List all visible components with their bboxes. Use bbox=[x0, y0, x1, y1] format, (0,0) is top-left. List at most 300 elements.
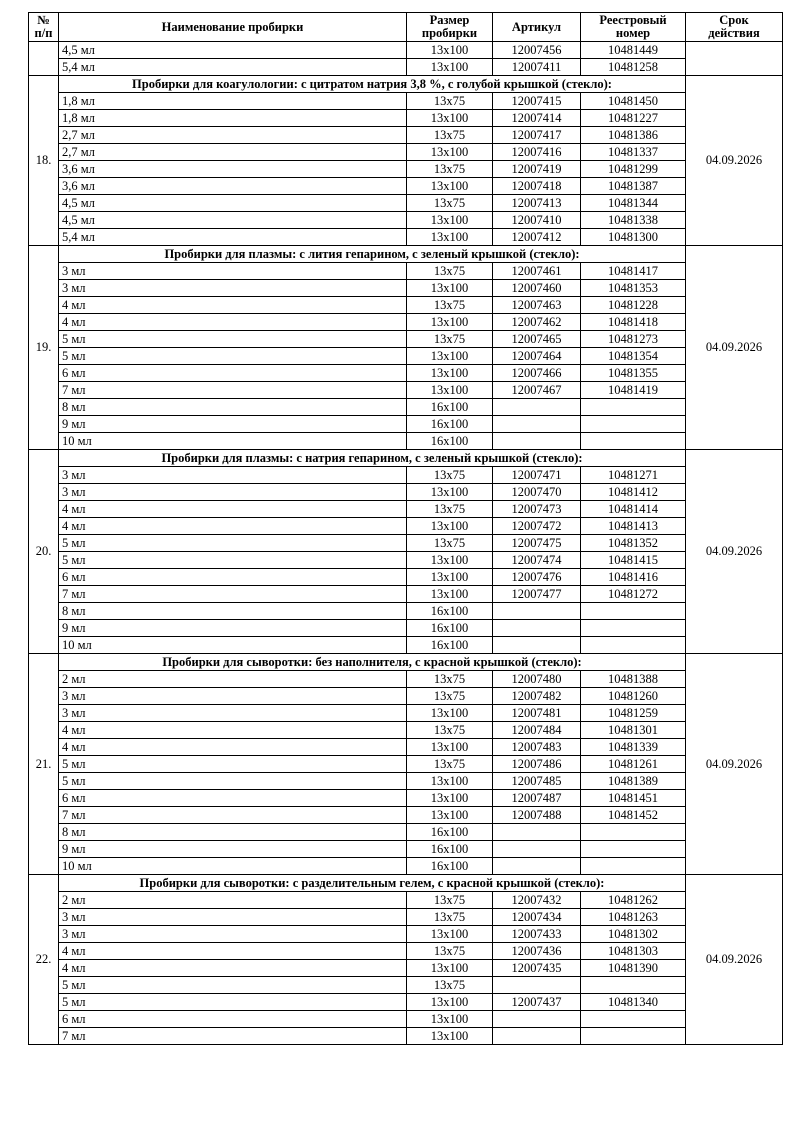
row-name-cell: 3,6 мл bbox=[59, 178, 407, 195]
row-name-cell: 9 мл bbox=[59, 841, 407, 858]
row-article-cell: 12007412 bbox=[493, 229, 581, 246]
row-article-cell bbox=[493, 399, 581, 416]
column-header-registry bbox=[581, 13, 686, 42]
row-article-cell: 12007463 bbox=[493, 297, 581, 314]
row-size-cell: 13x75 bbox=[407, 161, 493, 178]
table-row bbox=[29, 365, 783, 382]
row-name-cell: 1,8 мл bbox=[59, 93, 407, 110]
row-name-cell: 4 мл bbox=[59, 722, 407, 739]
row-article-cell bbox=[493, 416, 581, 433]
row-size-cell: 13x75 bbox=[407, 297, 493, 314]
row-size-cell: 13x75 bbox=[407, 671, 493, 688]
column-header-term-line1: Срок bbox=[719, 13, 749, 27]
row-registry-cell: 10481263 bbox=[581, 909, 686, 926]
row-size-cell: 13x100 bbox=[407, 212, 493, 229]
row-registry-cell: 10481299 bbox=[581, 161, 686, 178]
row-article-cell: 12007465 bbox=[493, 331, 581, 348]
row-article-cell: 12007474 bbox=[493, 552, 581, 569]
row-size-cell: 13x100 bbox=[407, 484, 493, 501]
row-article-cell: 12007485 bbox=[493, 773, 581, 790]
row-name-cell: 2 мл bbox=[59, 892, 407, 909]
row-name-cell: 5 мл bbox=[59, 552, 407, 569]
group-header-row bbox=[29, 875, 783, 892]
row-size-cell: 13x75 bbox=[407, 688, 493, 705]
row-article-cell: 12007480 bbox=[493, 671, 581, 688]
row-size-cell: 13x100 bbox=[407, 773, 493, 790]
row-registry-cell bbox=[581, 1011, 686, 1028]
row-article-cell: 12007460 bbox=[493, 280, 581, 297]
row-size-cell: 16x100 bbox=[407, 399, 493, 416]
table-row bbox=[29, 144, 783, 161]
table-row bbox=[29, 195, 783, 212]
table-row bbox=[29, 705, 783, 722]
row-size-cell: 13x100 bbox=[407, 807, 493, 824]
row-name-cell: 5,4 мл bbox=[59, 59, 407, 76]
row-article-cell bbox=[493, 620, 581, 637]
row-name-cell: 8 мл bbox=[59, 399, 407, 416]
group-header-row bbox=[29, 450, 783, 467]
row-term-cell bbox=[686, 42, 783, 76]
table-row bbox=[29, 110, 783, 127]
row-registry-cell: 10481300 bbox=[581, 229, 686, 246]
row-article-cell: 12007470 bbox=[493, 484, 581, 501]
row-article-cell: 12007466 bbox=[493, 365, 581, 382]
row-article-cell: 12007411 bbox=[493, 59, 581, 76]
group-term-cell: 04.09.2026 bbox=[686, 654, 783, 875]
row-name-cell: 4 мл bbox=[59, 314, 407, 331]
row-registry-cell: 10481390 bbox=[581, 960, 686, 977]
row-registry-cell bbox=[581, 433, 686, 450]
row-name-cell: 4,5 мл bbox=[59, 42, 407, 59]
table-row bbox=[29, 569, 783, 586]
table-row bbox=[29, 467, 783, 484]
row-size-cell: 13x100 bbox=[407, 59, 493, 76]
column-header-registry-line1: Реестровый bbox=[599, 13, 667, 27]
row-article-cell: 12007434 bbox=[493, 909, 581, 926]
group-title-cell: Пробирки для плазмы: с лития гепарином, с зеленый крышкой (стекло): bbox=[59, 246, 686, 263]
table-row bbox=[29, 93, 783, 110]
table-row bbox=[29, 484, 783, 501]
row-article-cell: 12007486 bbox=[493, 756, 581, 773]
table-row bbox=[29, 841, 783, 858]
row-name-cell: 4 мл bbox=[59, 943, 407, 960]
row-size-cell: 13x100 bbox=[407, 1011, 493, 1028]
row-article-cell: 12007473 bbox=[493, 501, 581, 518]
row-size-cell: 13x75 bbox=[407, 195, 493, 212]
table-row bbox=[29, 909, 783, 926]
row-size-cell: 13x100 bbox=[407, 586, 493, 603]
row-name-cell: 6 мл bbox=[59, 790, 407, 807]
row-name-cell: 7 мл bbox=[59, 807, 407, 824]
row-article-cell bbox=[493, 1028, 581, 1045]
row-article-cell: 12007456 bbox=[493, 42, 581, 59]
row-article-cell: 12007419 bbox=[493, 161, 581, 178]
row-registry-cell bbox=[581, 416, 686, 433]
row-size-cell: 13x75 bbox=[407, 331, 493, 348]
row-size-cell: 16x100 bbox=[407, 416, 493, 433]
table-row bbox=[29, 943, 783, 960]
row-size-cell: 13x100 bbox=[407, 280, 493, 297]
row-registry-cell: 10481416 bbox=[581, 569, 686, 586]
row-article-cell: 12007472 bbox=[493, 518, 581, 535]
row-registry-cell: 10481386 bbox=[581, 127, 686, 144]
table-row bbox=[29, 722, 783, 739]
row-article-cell: 12007436 bbox=[493, 943, 581, 960]
row-name-cell: 3 мл bbox=[59, 484, 407, 501]
header-row bbox=[29, 13, 783, 42]
row-registry-cell: 10481258 bbox=[581, 59, 686, 76]
row-article-cell bbox=[493, 858, 581, 875]
row-registry-cell: 10481412 bbox=[581, 484, 686, 501]
row-name-cell: 3 мл bbox=[59, 688, 407, 705]
row-registry-cell: 10481415 bbox=[581, 552, 686, 569]
column-header-size bbox=[407, 13, 493, 42]
column-header-number-line1: № bbox=[37, 13, 50, 27]
row-article-cell: 12007415 bbox=[493, 93, 581, 110]
row-name-cell: 4 мл bbox=[59, 960, 407, 977]
row-name-cell: 5 мл bbox=[59, 756, 407, 773]
row-size-cell: 13x75 bbox=[407, 263, 493, 280]
row-name-cell: 5 мл bbox=[59, 331, 407, 348]
row-size-cell: 13x100 bbox=[407, 705, 493, 722]
row-size-cell: 13x100 bbox=[407, 365, 493, 382]
row-name-cell: 6 мл bbox=[59, 1011, 407, 1028]
group-header-row bbox=[29, 246, 783, 263]
row-registry-cell: 10481273 bbox=[581, 331, 686, 348]
row-number-cell bbox=[29, 42, 59, 76]
table-row bbox=[29, 161, 783, 178]
row-name-cell: 3 мл bbox=[59, 467, 407, 484]
row-size-cell: 13x100 bbox=[407, 178, 493, 195]
row-name-cell: 4 мл bbox=[59, 518, 407, 535]
table-row bbox=[29, 178, 783, 195]
row-name-cell: 3 мл bbox=[59, 909, 407, 926]
table-row bbox=[29, 977, 783, 994]
table-header bbox=[29, 13, 783, 42]
table-row bbox=[29, 994, 783, 1011]
row-article-cell: 12007483 bbox=[493, 739, 581, 756]
table-body bbox=[29, 42, 783, 1045]
table-row bbox=[29, 348, 783, 365]
row-registry-cell: 10481338 bbox=[581, 212, 686, 229]
table-row bbox=[29, 739, 783, 756]
column-header-term-line2: действия bbox=[708, 26, 760, 41]
column-header-name: Наименование пробирки bbox=[59, 13, 407, 42]
group-title-cell: Пробирки для плазмы: с натрия гепарином, с зеленый крышкой (стекло): bbox=[59, 450, 686, 467]
table-row bbox=[29, 637, 783, 654]
column-header-size-line2: пробирки bbox=[421, 26, 478, 41]
table-row bbox=[29, 824, 783, 841]
group-number-cell: 21. bbox=[29, 654, 59, 875]
row-registry-cell: 10481414 bbox=[581, 501, 686, 518]
group-number-cell: 18. bbox=[29, 76, 59, 246]
row-size-cell: 13x100 bbox=[407, 42, 493, 59]
table-row bbox=[29, 59, 783, 76]
row-size-cell: 13x100 bbox=[407, 960, 493, 977]
row-size-cell: 16x100 bbox=[407, 858, 493, 875]
table-row bbox=[29, 382, 783, 399]
row-size-cell: 13x100 bbox=[407, 552, 493, 569]
row-size-cell: 13x100 bbox=[407, 229, 493, 246]
row-registry-cell: 10481337 bbox=[581, 144, 686, 161]
row-size-cell: 13x75 bbox=[407, 909, 493, 926]
row-article-cell bbox=[493, 637, 581, 654]
row-registry-cell: 10481259 bbox=[581, 705, 686, 722]
row-size-cell: 13x75 bbox=[407, 467, 493, 484]
row-article-cell bbox=[493, 433, 581, 450]
row-size-cell: 16x100 bbox=[407, 637, 493, 654]
row-name-cell: 5 мл bbox=[59, 773, 407, 790]
row-size-cell: 13x75 bbox=[407, 943, 493, 960]
row-article-cell: 12007417 bbox=[493, 127, 581, 144]
row-article-cell: 12007435 bbox=[493, 960, 581, 977]
table-row bbox=[29, 603, 783, 620]
row-size-cell: 16x100 bbox=[407, 620, 493, 637]
row-name-cell: 5 мл bbox=[59, 535, 407, 552]
table-row bbox=[29, 127, 783, 144]
row-registry-cell bbox=[581, 399, 686, 416]
table-row bbox=[29, 297, 783, 314]
row-registry-cell: 10481271 bbox=[581, 467, 686, 484]
row-size-cell: 13x100 bbox=[407, 926, 493, 943]
row-name-cell: 10 мл bbox=[59, 433, 407, 450]
row-registry-cell bbox=[581, 977, 686, 994]
table-row bbox=[29, 535, 783, 552]
row-name-cell: 7 мл bbox=[59, 1028, 407, 1045]
row-registry-cell: 10481302 bbox=[581, 926, 686, 943]
table-row bbox=[29, 501, 783, 518]
row-registry-cell: 10481354 bbox=[581, 348, 686, 365]
row-size-cell: 13x75 bbox=[407, 892, 493, 909]
row-article-cell bbox=[493, 977, 581, 994]
row-name-cell: 5 мл bbox=[59, 977, 407, 994]
group-number-cell: 20. bbox=[29, 450, 59, 654]
row-article-cell: 12007476 bbox=[493, 569, 581, 586]
row-name-cell: 3 мл bbox=[59, 705, 407, 722]
table-row bbox=[29, 42, 783, 59]
row-size-cell: 13x100 bbox=[407, 994, 493, 1011]
group-title-cell: Пробирки для сыворотки: без наполнителя, с красной крышкой (стекло): bbox=[59, 654, 686, 671]
row-registry-cell: 10481228 bbox=[581, 297, 686, 314]
row-name-cell: 4 мл bbox=[59, 501, 407, 518]
row-registry-cell bbox=[581, 637, 686, 654]
table-row bbox=[29, 926, 783, 943]
row-registry-cell: 10481261 bbox=[581, 756, 686, 773]
row-article-cell bbox=[493, 1011, 581, 1028]
row-article-cell: 12007413 bbox=[493, 195, 581, 212]
row-article-cell: 12007481 bbox=[493, 705, 581, 722]
row-article-cell bbox=[493, 824, 581, 841]
row-registry-cell: 10481449 bbox=[581, 42, 686, 59]
row-name-cell: 4,5 мл bbox=[59, 195, 407, 212]
row-registry-cell: 10481301 bbox=[581, 722, 686, 739]
row-registry-cell bbox=[581, 620, 686, 637]
table-row bbox=[29, 1028, 783, 1045]
row-registry-cell: 10481303 bbox=[581, 943, 686, 960]
table-row bbox=[29, 671, 783, 688]
table-row bbox=[29, 263, 783, 280]
row-size-cell: 13x100 bbox=[407, 569, 493, 586]
row-size-cell: 13x75 bbox=[407, 756, 493, 773]
table-row bbox=[29, 433, 783, 450]
table-row bbox=[29, 756, 783, 773]
table-row bbox=[29, 858, 783, 875]
row-article-cell: 12007467 bbox=[493, 382, 581, 399]
table-row bbox=[29, 892, 783, 909]
row-article-cell: 12007461 bbox=[493, 263, 581, 280]
table-row bbox=[29, 416, 783, 433]
table-row bbox=[29, 960, 783, 977]
table-row bbox=[29, 314, 783, 331]
table-row bbox=[29, 790, 783, 807]
table-row bbox=[29, 620, 783, 637]
row-size-cell: 13x100 bbox=[407, 348, 493, 365]
column-header-registry-line2: номер bbox=[615, 26, 651, 41]
row-name-cell: 6 мл bbox=[59, 365, 407, 382]
row-size-cell: 13x100 bbox=[407, 144, 493, 161]
row-name-cell: 7 мл bbox=[59, 586, 407, 603]
group-term-cell: 04.09.2026 bbox=[686, 875, 783, 1045]
row-name-cell: 6 мл bbox=[59, 569, 407, 586]
row-article-cell: 12007464 bbox=[493, 348, 581, 365]
row-size-cell: 16x100 bbox=[407, 433, 493, 450]
row-article-cell: 12007471 bbox=[493, 467, 581, 484]
row-name-cell: 9 мл bbox=[59, 620, 407, 637]
row-registry-cell: 10481272 bbox=[581, 586, 686, 603]
row-registry-cell: 10481262 bbox=[581, 892, 686, 909]
row-registry-cell bbox=[581, 603, 686, 620]
row-registry-cell bbox=[581, 858, 686, 875]
row-registry-cell: 10481353 bbox=[581, 280, 686, 297]
row-name-cell: 10 мл bbox=[59, 858, 407, 875]
row-name-cell: 8 мл bbox=[59, 824, 407, 841]
row-name-cell: 3 мл bbox=[59, 263, 407, 280]
column-header-article: Артикул bbox=[493, 13, 581, 42]
row-size-cell: 16x100 bbox=[407, 824, 493, 841]
row-registry-cell bbox=[581, 841, 686, 858]
row-registry-cell: 10481387 bbox=[581, 178, 686, 195]
row-article-cell: 12007462 bbox=[493, 314, 581, 331]
row-name-cell: 4 мл bbox=[59, 739, 407, 756]
row-size-cell: 13x75 bbox=[407, 501, 493, 518]
row-size-cell: 13x75 bbox=[407, 127, 493, 144]
row-name-cell: 5 мл bbox=[59, 994, 407, 1011]
row-registry-cell: 10481389 bbox=[581, 773, 686, 790]
group-header-row bbox=[29, 76, 783, 93]
table-row bbox=[29, 331, 783, 348]
group-term-cell: 04.09.2026 bbox=[686, 246, 783, 450]
row-size-cell: 13x75 bbox=[407, 535, 493, 552]
row-name-cell: 2,7 мл bbox=[59, 127, 407, 144]
row-registry-cell: 10481388 bbox=[581, 671, 686, 688]
row-registry-cell: 10481344 bbox=[581, 195, 686, 212]
row-name-cell: 10 мл bbox=[59, 637, 407, 654]
table-row bbox=[29, 586, 783, 603]
row-article-cell: 12007482 bbox=[493, 688, 581, 705]
table-row bbox=[29, 518, 783, 535]
row-registry-cell: 10481260 bbox=[581, 688, 686, 705]
row-name-cell: 9 мл bbox=[59, 416, 407, 433]
column-header-number-line2: п/п bbox=[34, 26, 53, 41]
group-number-cell: 22. bbox=[29, 875, 59, 1045]
row-size-cell: 13x100 bbox=[407, 518, 493, 535]
row-name-cell: 4 мл bbox=[59, 297, 407, 314]
row-name-cell: 2 мл bbox=[59, 671, 407, 688]
row-size-cell: 13x100 bbox=[407, 1028, 493, 1045]
row-registry-cell: 10481339 bbox=[581, 739, 686, 756]
row-registry-cell: 10481413 bbox=[581, 518, 686, 535]
row-name-cell: 7 мл bbox=[59, 382, 407, 399]
row-size-cell: 13x75 bbox=[407, 722, 493, 739]
row-registry-cell: 10481452 bbox=[581, 807, 686, 824]
row-article-cell: 12007418 bbox=[493, 178, 581, 195]
column-header-size-line1: Размер bbox=[429, 13, 470, 27]
table-row bbox=[29, 1011, 783, 1028]
row-article-cell: 12007484 bbox=[493, 722, 581, 739]
row-name-cell: 8 мл bbox=[59, 603, 407, 620]
row-size-cell: 16x100 bbox=[407, 603, 493, 620]
row-size-cell: 13x100 bbox=[407, 314, 493, 331]
group-term-cell: 04.09.2026 bbox=[686, 450, 783, 654]
row-size-cell: 13x100 bbox=[407, 739, 493, 756]
table-row bbox=[29, 552, 783, 569]
row-registry-cell: 10481352 bbox=[581, 535, 686, 552]
row-size-cell: 13x75 bbox=[407, 977, 493, 994]
row-size-cell: 13x100 bbox=[407, 110, 493, 127]
row-registry-cell: 10481450 bbox=[581, 93, 686, 110]
table-row bbox=[29, 688, 783, 705]
row-article-cell: 12007433 bbox=[493, 926, 581, 943]
row-name-cell: 1,8 мл bbox=[59, 110, 407, 127]
row-name-cell: 4,5 мл bbox=[59, 212, 407, 229]
tube-catalog-table bbox=[28, 12, 783, 1045]
table-row bbox=[29, 773, 783, 790]
table-row bbox=[29, 399, 783, 416]
row-registry-cell: 10481451 bbox=[581, 790, 686, 807]
row-article-cell: 12007477 bbox=[493, 586, 581, 603]
row-article-cell bbox=[493, 841, 581, 858]
row-name-cell: 3,6 мл bbox=[59, 161, 407, 178]
table-row bbox=[29, 280, 783, 297]
row-size-cell: 13x75 bbox=[407, 93, 493, 110]
row-name-cell: 5,4 мл bbox=[59, 229, 407, 246]
row-article-cell: 12007437 bbox=[493, 994, 581, 1011]
row-article-cell: 12007410 bbox=[493, 212, 581, 229]
row-article-cell: 12007488 bbox=[493, 807, 581, 824]
row-registry-cell: 10481418 bbox=[581, 314, 686, 331]
row-size-cell: 16x100 bbox=[407, 841, 493, 858]
row-article-cell: 12007487 bbox=[493, 790, 581, 807]
row-size-cell: 13x100 bbox=[407, 790, 493, 807]
row-article-cell: 12007475 bbox=[493, 535, 581, 552]
row-registry-cell: 10481419 bbox=[581, 382, 686, 399]
row-registry-cell bbox=[581, 824, 686, 841]
row-name-cell: 3 мл bbox=[59, 926, 407, 943]
row-name-cell: 5 мл bbox=[59, 348, 407, 365]
table-row bbox=[29, 229, 783, 246]
row-article-cell: 12007416 bbox=[493, 144, 581, 161]
row-article-cell bbox=[493, 603, 581, 620]
table-row bbox=[29, 807, 783, 824]
row-name-cell: 2,7 мл bbox=[59, 144, 407, 161]
row-name-cell: 3 мл bbox=[59, 280, 407, 297]
row-article-cell: 12007414 bbox=[493, 110, 581, 127]
row-article-cell: 12007432 bbox=[493, 892, 581, 909]
group-header-row bbox=[29, 654, 783, 671]
row-registry-cell: 10481417 bbox=[581, 263, 686, 280]
row-registry-cell: 10481340 bbox=[581, 994, 686, 1011]
group-title-cell: Пробирки для сыворотки: с разделительным гелем, с красной крышкой (стекло): bbox=[59, 875, 686, 892]
